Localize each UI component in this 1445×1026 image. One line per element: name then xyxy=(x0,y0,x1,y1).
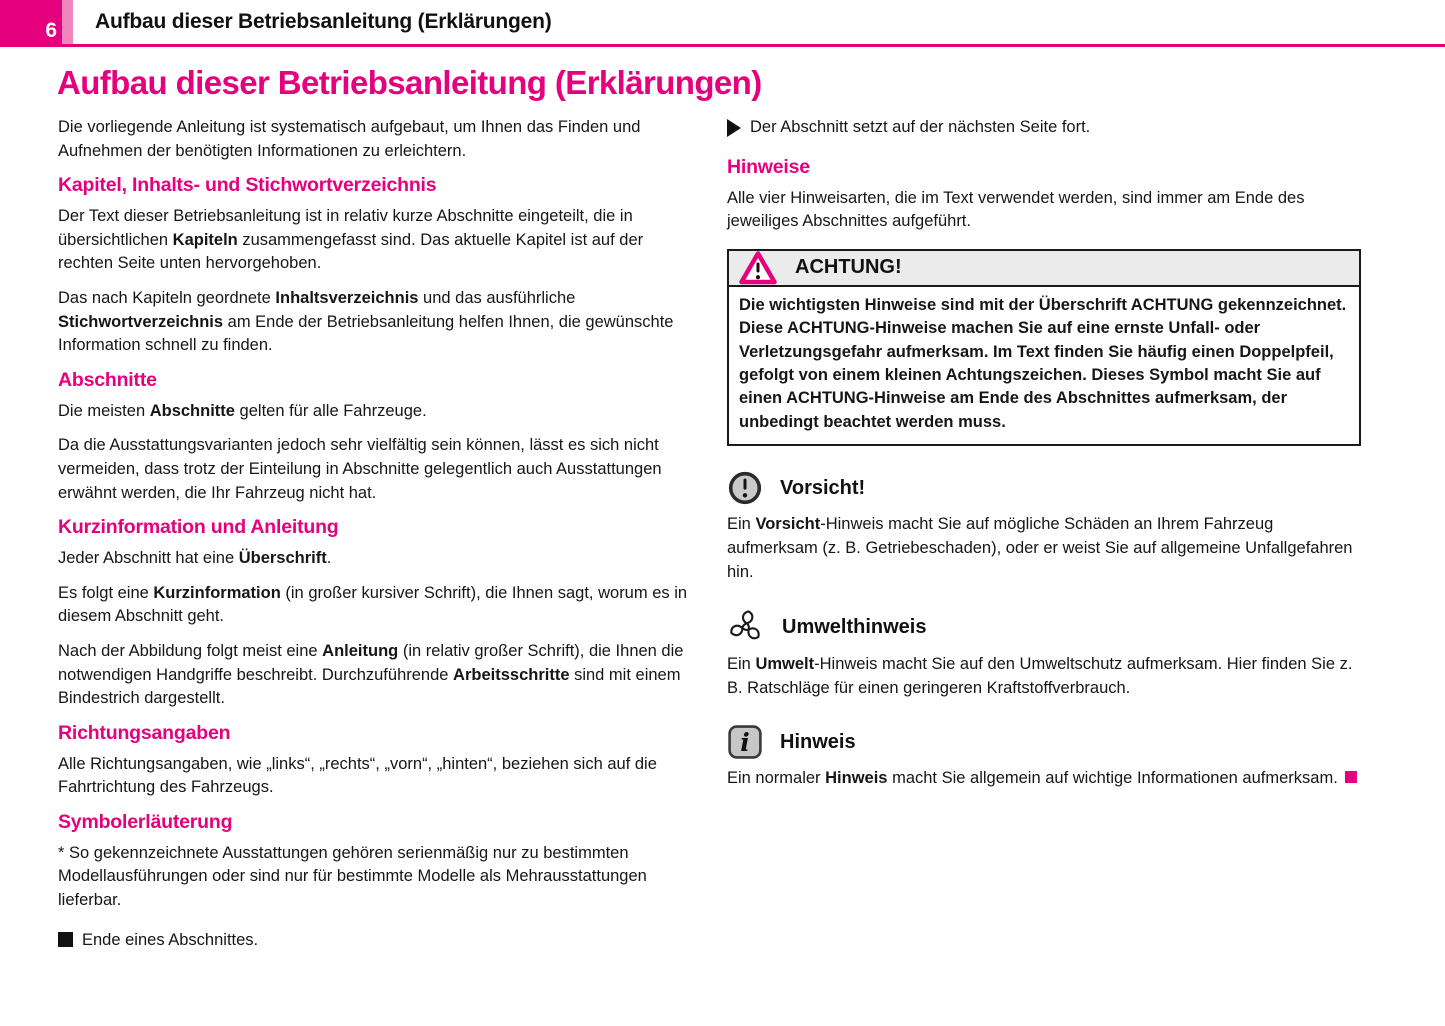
paragraph xyxy=(727,767,1361,791)
end-of-section-icon xyxy=(58,932,73,947)
paragraph-text: Ein normaler Hinweis macht Sie allgemein auf wichtige Informationen aufmerksam. xyxy=(727,769,1338,788)
note-heading: Hinweis xyxy=(780,730,856,753)
paragraph: * So gekennzeichnete Ausstattungen gehören serienmäßig nur zu bestimmten Modellausführungen oder sind nur für bestimmte Modelle als Mehrausstattungen lieferbar. xyxy=(58,843,647,910)
paragraph: Das nach Kapiteln geordnete Inhaltsverzeichnis und das ausführliche Stichwortverzeichnis am Ende der Betriebsanleitung helfen Ihnen, die gewünschte Information schnell zu finden. xyxy=(58,288,674,355)
section-heading: Richtungsangaben xyxy=(58,721,231,744)
end-of-section-legend xyxy=(58,929,692,953)
section-continues-text: Der Abschnitt setzt auf der nächsten Seite fort. xyxy=(750,118,1091,136)
section-symbolerlaeuterung xyxy=(58,811,692,913)
paragraph: Ein Umwelt-Hinweis macht Sie auf den Umweltschutz aufmerksam. Hier finden Sie z. B. Ratschläge für einen geringeren Kraftstoffverbrauch. xyxy=(727,655,1353,697)
achtung-box-title: ACHTUNG! xyxy=(795,256,902,279)
paragraph: Der Text dieser Betriebsanleitung ist in relativ kurze Abschnitte eingeteilt, die in übersichtlichen Kapiteln zusammengefasst sind. Das aktuelle Kapitel ist auf der rechten Seite unten hervorgehoben. xyxy=(58,207,644,273)
section-heading: Abschnitte xyxy=(58,368,157,391)
paragraph: Ein Vorsicht-Hinweis macht Sie auf mögliche Schäden an Ihrem Fahrzeug aufmerksam (z. B. Getriebeschaden), oder er weist Sie auf allgemeine Unfallgefahren hin. xyxy=(727,515,1353,581)
section-richtungsangaben xyxy=(58,722,692,800)
caution-circle-icon xyxy=(727,470,763,506)
hinweis-note-head xyxy=(727,724,1361,760)
section-heading: Symbolerläuterung xyxy=(58,810,233,833)
page-number-accent-strip xyxy=(62,0,73,44)
note-heading: Vorsicht! xyxy=(780,476,866,499)
paragraph: Jeder Abschnitt hat eine Überschrift. xyxy=(58,549,332,568)
paragraph: Nach der Abbildung folgt meist eine Anleitung (in relativ großer Schrift), die Ihnen die notwendigen Handgriffe beschreibt. Durchzuführende Arbeitsschritte sind mit einem Bindestrich dargestellt. xyxy=(58,641,684,708)
paragraph: Alle Richtungsangaben, wie „links“, „rechts“, „vorn“, „hinten“, beziehen sich auf die Fahrtrichtung des Fahrzeugs. xyxy=(58,754,657,797)
vorsicht-note-head xyxy=(727,470,1361,506)
section-kapitel-verzeichnis xyxy=(58,174,692,358)
svg-text:i: i xyxy=(740,728,750,758)
section-heading: Hinweise xyxy=(727,155,810,178)
paragraph: Die meisten Abschnitte gelten für alle Fahrzeuge. xyxy=(58,401,427,420)
umwelt-note-head xyxy=(727,608,1361,646)
running-header-title: Aufbau dieser Betriebsanleitung (Erklärungen) xyxy=(95,10,552,33)
warning-triangle-icon xyxy=(738,250,778,286)
page-title: Aufbau dieser Betriebsanleitung (Erklärungen) xyxy=(57,64,762,101)
paragraph: Alle vier Hinweisarten, die im Text verwendet werden, sind immer am Ende des jeweiliges Abschnittes aufgeführt. xyxy=(727,188,1305,231)
paragraph: Da die Ausstattungsvarianten jedoch sehr vielfältig sein können, lässt es sich nicht vermeiden, dass trotz der Einteilung in Abschnitte gelegentlich auch Ausstattungen erwähnt werden, die Ihr Fahrzeug nicht hat. xyxy=(58,436,662,502)
section-abschnitte xyxy=(58,369,692,505)
info-icon xyxy=(727,724,763,760)
section-heading: Kurzinformation und Anleitung xyxy=(58,516,339,539)
section-continues-legend xyxy=(727,116,1361,140)
paragraph: Es folgt eine Kurzinformation (in großer kursiver Schrift), die Ihnen sagt, worum es in diesem Abschnitt geht. xyxy=(58,583,688,626)
section-kurzinformation xyxy=(58,516,692,711)
header-rule xyxy=(0,44,1445,47)
achtung-box xyxy=(727,249,1361,447)
section-heading: Kapitel, Inhalts- und Stichwortverzeichnis xyxy=(58,174,437,197)
page-number-box xyxy=(0,0,62,44)
note-heading: Umwelthinweis xyxy=(782,615,927,638)
achtung-box-header xyxy=(729,251,1359,287)
end-of-chapter-marker-icon xyxy=(1345,771,1357,783)
right-column xyxy=(727,116,1361,802)
intro-paragraph: Die vorliegende Anleitung ist systematisch aufgebaut, um Ihnen das Finden und Aufnehmen der benötigten Informationen zu erleichtern. xyxy=(58,118,641,160)
left-column xyxy=(58,116,692,963)
achtung-box-body: Die wichtigsten Hinweise sind mit der Überschrift ACHTUNG gekennzeichnet. Diese ACHTUNG-Hinweise machen Sie auf eine ernste Unfall- oder Verletzungsgefahr aufmerksam. Im Text finden Sie häufig einen Doppelpfeil, gefolgt von einem kleinen Achtungszeichen. Dieses Symbol macht Sie auf einen ACHTUNG-Hinweise am Ende des Abschnittes aufmerksam, der unbedingt beachtet werden muss. xyxy=(739,295,1347,431)
section-hinweise xyxy=(727,156,1361,234)
environment-icon xyxy=(727,608,765,646)
end-of-section-text: Ende eines Abschnittes. xyxy=(82,930,259,949)
section-continues-icon xyxy=(727,119,741,137)
page-number: 6 xyxy=(45,19,57,42)
